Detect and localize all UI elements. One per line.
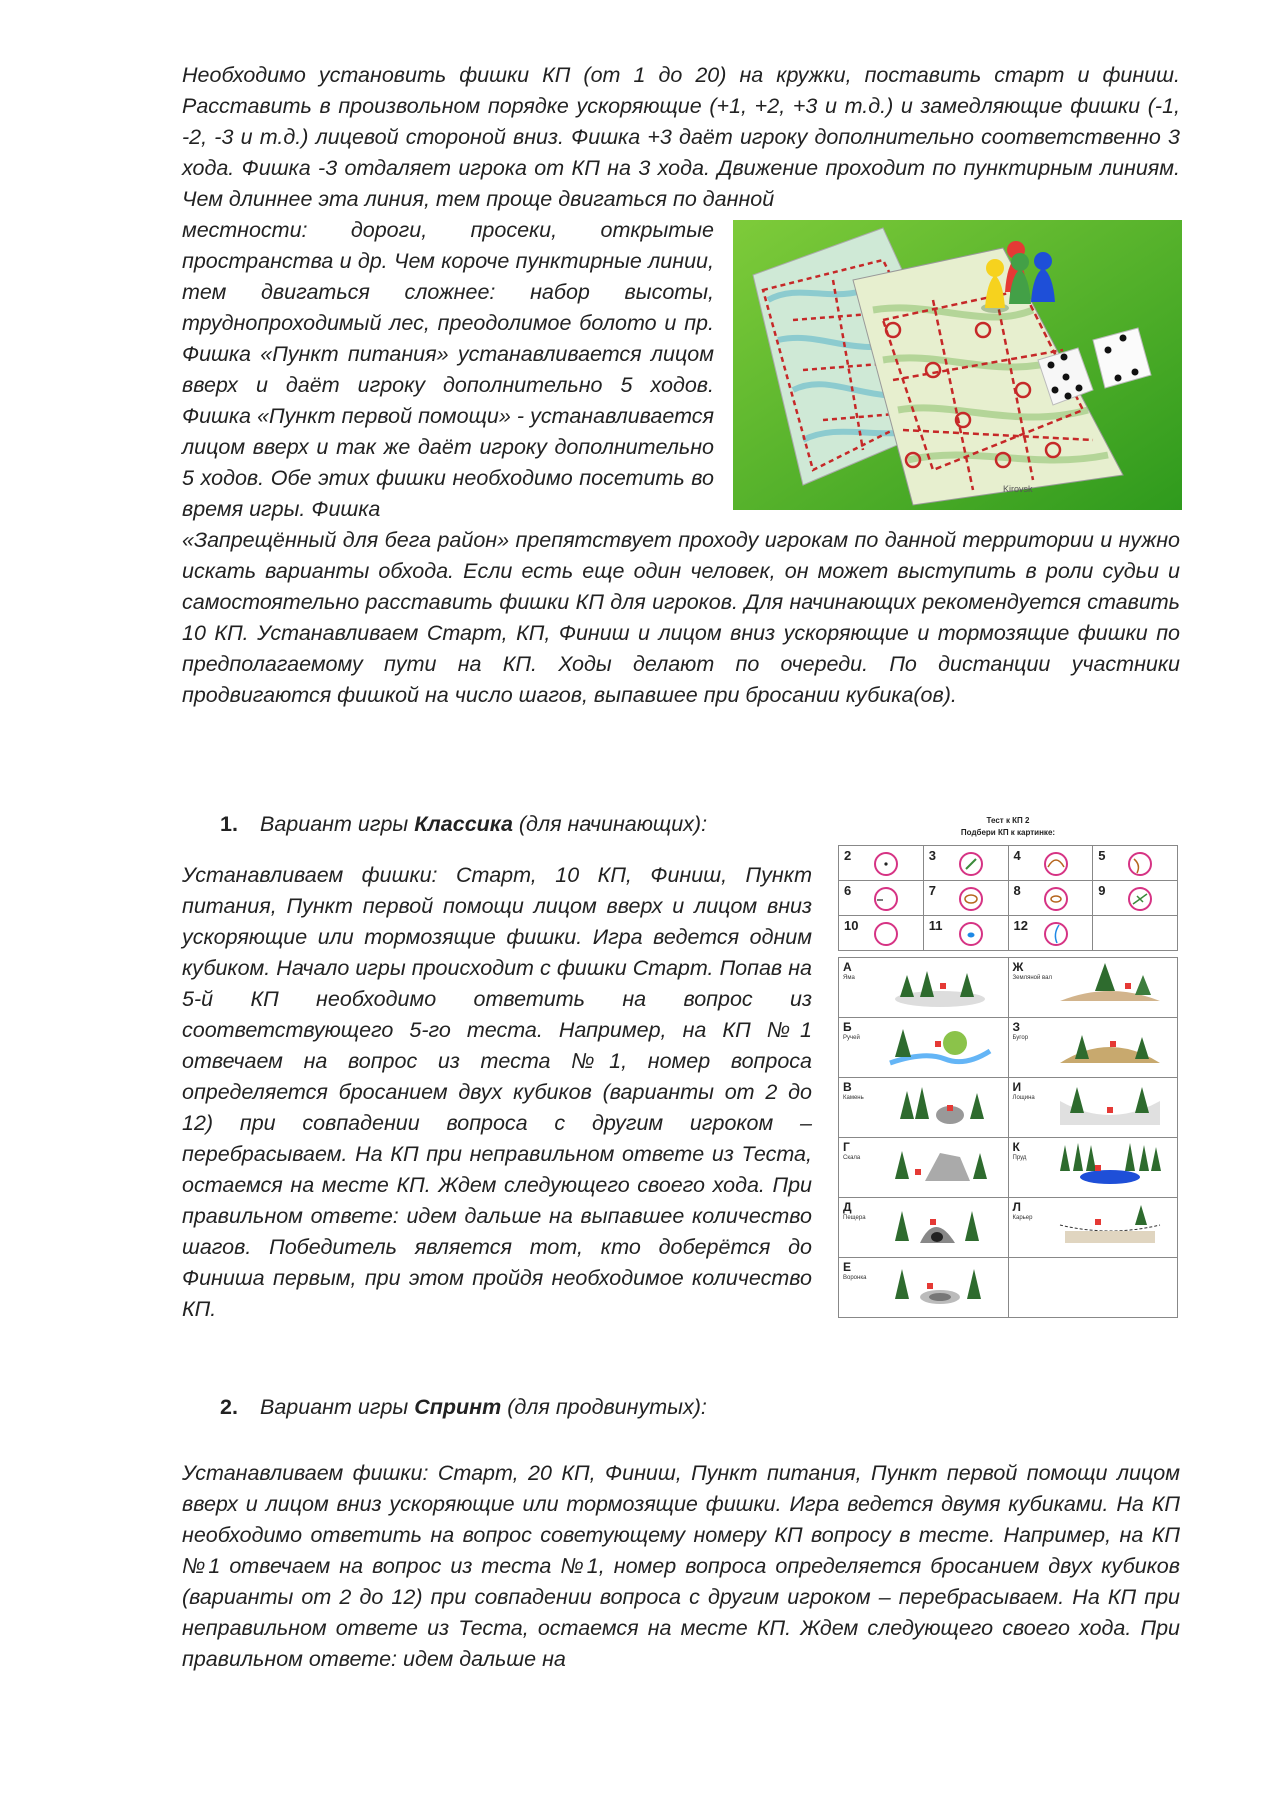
- cp-cell: 5: [1093, 846, 1178, 881]
- terrain-cell: Ж Земляной вал: [1008, 958, 1178, 1018]
- quiz-subtitle: Подбери КП к картинке:: [960, 828, 1056, 837]
- heading-sprint-bold: Спринт: [414, 1395, 502, 1419]
- heading-classic-number: 1.: [220, 812, 238, 836]
- cp-cell: 6: [839, 881, 924, 916]
- cp-cell-empty: [1093, 916, 1178, 951]
- board-game-photo: [733, 220, 1182, 510]
- terrain-cell: А Яма: [839, 958, 1009, 1018]
- heading-sprint: [220, 1392, 707, 1423]
- terrain-cell: Е Воронка: [839, 1258, 1009, 1318]
- cp-cell: 8: [1008, 881, 1093, 916]
- cp-cell: 11: [923, 916, 1008, 951]
- terrain-cell: В Камень: [839, 1078, 1009, 1138]
- cp-cell: 7: [923, 881, 1008, 916]
- intro-paragraph-bottom: «Запрещённый для бега район» препятствует проходу игрокам по данной территории и нужно искать варианты обхода. Если есть еще один человек, он может выступить в роли судьи и самостоятельно расставить фишки КП для игроков. Для начинающих рекомендуется ставить 10 КП. Устанавливаем Старт, КП, Финиш и лицом вниз ускоряющие и тормозящие фишки по предполагаемому пути на КП. Ходы делают по очереди. По дистанции участники продвигаются фишкой на число шагов, выпавшее при бросании кубика(ов).: [182, 528, 1180, 707]
- terrain-cell-empty: [1008, 1258, 1178, 1318]
- heading-sprint-prefix: Вариант игры: [260, 1395, 415, 1419]
- map-label: Kirovsk: [1003, 484, 1033, 494]
- heading-classic-prefix: Вариант игры: [260, 812, 415, 836]
- classic-paragraph: Устанавливаем фишки: Старт, 10 КП, Финиш, Пункт питания, Пункт первой помощи лицом вверх и лицом вниз ускоряющие или тормозящие фишки. Игра ведется одним кубиком. Начало игры происходит с фишки Старт. Попав на 5-й КП необходимо ответить на вопрос из соответствующего 5-го теста. Например, на КП №1 отвечаем на вопрос из теста №1, номер вопроса определяется бросанием двух кубиков (варианты от 2 до 12) при совпадении вопроса с другим игроком – перебрасываем. На КП при неправильном ответе из Теста, остаемся на месте КП. Ждем следующего своего хода. При правильном ответе: идем дальше на выпавшее количество шагов. Победитель является тот, кто доберётся до Финиша первым, при этом пройдя необходимое количество КП.: [182, 863, 812, 1321]
- heading-sprint-number: 2.: [220, 1395, 238, 1419]
- cp-cell: 12: [1008, 916, 1093, 951]
- heading-classic: [220, 809, 707, 840]
- cp-cell: 3: [923, 846, 1008, 881]
- terrain-cell: Б Ручей: [839, 1018, 1009, 1078]
- sprint-paragraph: Устанавливаем фишки: Старт, 20 КП, Финиш, Пункт питания, Пункт первой помощи лицом вверх и лицом вниз ускоряющие или тормозящие фишки. Игра ведется двумя кубиками. На КП необходимо ответить на вопрос советующему номеру КП вопросу в тесте. Например, на КП №1 отвечаем на вопрос из теста №1, номер вопроса определяется бросанием двух кубиков (варианты от 2 до 12) при совпадении вопроса с другим игроком – перебрасываем. На КП при неправильном ответе из Теста, остаемся на месте КП. Ждем следующего своего хода. При правильном ответе: идем дальше на: [182, 1461, 1180, 1671]
- intro-paragraph-side: местности: дороги, просеки, открытые пространства и др. Чем короче пунктирные линии, тем двигаться сложнее: набор высоты, труднопроходимый лес, преодолимое болото и пр. Фишка «Пункт питания» устанавливается лицом вверх и даёт игроку дополнительно 5 ходов. Фишка «Пункт первой помощи» - устанавливается лицом вверх и так же даёт игроку дополнительно 5 ходов. Обе этих фишки необходимо посетить во время игры. Фишка: [182, 218, 714, 521]
- quiz-card: [838, 815, 1178, 1318]
- control-point-grid: [838, 845, 1178, 951]
- terrain-picture-grid: [838, 957, 1178, 1318]
- quiz-title: Тест к КП 2: [986, 816, 1030, 825]
- terrain-cell: И Лощина: [1008, 1078, 1178, 1138]
- terrain-cell: Д Пещера: [839, 1198, 1009, 1258]
- intro-paragraph-top: Необходимо установить фишки КП (от 1 до 20) на кружки, поставить старт и финиш. Расставить в произвольном порядке ускоряющие (+1, +2, +3 и т.д.) и замедляющие фишки (-1, -2, -3 и т.д.) лицевой стороной вниз. Фишка +3 даёт игроку дополнительно соответственно 3 хода. Фишка -3 отдаляет игрока от КП на 3 хода. Движение проходит по пунктирным линиям. Чем длиннее эта линия, тем проще двигаться по данной: [182, 63, 1180, 211]
- heading-sprint-suffix: (для продвинутых):: [501, 1395, 707, 1419]
- terrain-cell: З Бугор: [1008, 1018, 1178, 1078]
- heading-classic-bold: Классика: [414, 812, 513, 836]
- cp-cell: 9: [1093, 881, 1178, 916]
- cp-cell: 10: [839, 916, 924, 951]
- terrain-cell: Л Карьер: [1008, 1198, 1178, 1258]
- heading-classic-suffix: (для начинающих):: [512, 812, 708, 836]
- cp-cell: 2: [839, 846, 924, 881]
- terrain-cell: К Пруд: [1008, 1138, 1178, 1198]
- cp-cell: 4: [1008, 846, 1093, 881]
- terrain-cell: Г Скала: [839, 1138, 1009, 1198]
